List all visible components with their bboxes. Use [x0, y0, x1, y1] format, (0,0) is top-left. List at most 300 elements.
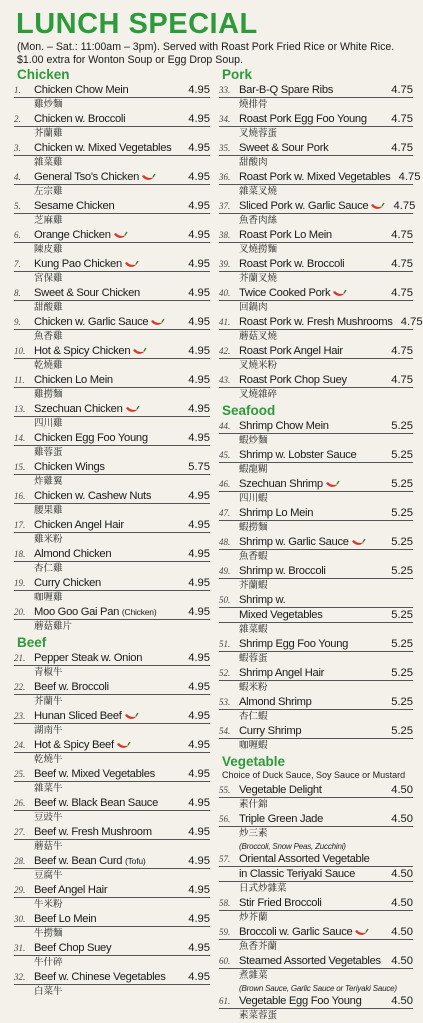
item-chinese-name: 叉燒米粉	[239, 360, 278, 371]
menu-item-line	[14, 170, 210, 185]
menu-item-line	[14, 257, 210, 272]
item-name-text: Roast Pork w. Mixed Vegetables	[239, 171, 391, 183]
item-chinese-name: 宮保雞	[34, 273, 63, 284]
menu-item[interactable]	[219, 535, 413, 564]
item-number: 27.	[14, 827, 26, 837]
item-number: 25.	[14, 769, 26, 779]
item-name-text: Roast Pork Lo Mein	[239, 229, 332, 241]
item-price: 4.95	[188, 374, 210, 386]
menu-item[interactable]	[219, 852, 413, 896]
menu-item[interactable]	[219, 954, 413, 994]
item-price: 4.75	[391, 84, 413, 96]
item-number: 26.	[14, 798, 26, 808]
menu-item[interactable]	[14, 796, 210, 825]
item-price: 4.95	[188, 84, 210, 96]
item-number: 55.	[219, 785, 231, 795]
menu-item[interactable]	[14, 489, 210, 518]
item-name	[239, 813, 383, 826]
item-name-continued: Mixed Vegetables	[239, 609, 323, 621]
menu-item[interactable]	[14, 112, 210, 141]
item-name	[34, 606, 180, 619]
item-number: 5.	[14, 201, 21, 211]
item-name	[34, 768, 180, 781]
item-name-text: Chicken w. Garlic Sauce	[34, 316, 149, 328]
item-price: 4.95	[188, 519, 210, 531]
item-name-note: (Tofu)	[125, 856, 146, 866]
item-number: 14.	[14, 433, 26, 443]
item-number: 16.	[14, 491, 26, 501]
item-price: 4.95	[188, 258, 210, 270]
menu-item[interactable]	[219, 286, 413, 315]
item-chinese-name: 魚香蝦	[239, 551, 268, 562]
item-price: 4.95	[188, 884, 210, 896]
item-name	[34, 258, 180, 271]
item-name-text: Chicken w. Mixed Vegetables	[34, 142, 172, 154]
item-price: 4.95	[188, 548, 210, 560]
menu-item[interactable]	[14, 199, 210, 228]
item-number: 39.	[219, 259, 231, 269]
hot-pepper-icon	[124, 712, 139, 720]
menu-item[interactable]	[14, 141, 210, 170]
menu-item[interactable]	[14, 547, 210, 576]
menu-item[interactable]	[219, 896, 413, 925]
menu-item[interactable]	[14, 912, 210, 941]
item-name-text: Hunan Sliced Beef	[34, 710, 122, 722]
menu-item-line	[14, 286, 210, 301]
item-name-text: Hot & Spicy Beef	[34, 739, 114, 751]
hot-pepper-icon	[141, 173, 156, 181]
menu-item-line	[219, 373, 413, 388]
item-name	[239, 536, 383, 549]
menu-item-line	[14, 941, 210, 956]
menu-item[interactable]	[219, 141, 413, 170]
item-name-text: Beef w. Chinese Vegetables	[34, 971, 166, 983]
menu-title: LUNCH SPECIAL	[16, 8, 258, 40]
item-price: 4.95	[188, 826, 210, 838]
item-price: 4.75	[400, 316, 423, 328]
item-name	[239, 113, 383, 126]
item-chinese-name: 雜菜蝦	[239, 624, 268, 635]
item-name	[34, 710, 180, 723]
hot-pepper-icon	[124, 260, 139, 268]
item-price: 4.95	[188, 942, 210, 954]
item-number: 47.	[219, 508, 231, 518]
menu-item-line	[219, 199, 416, 214]
item-chinese-name: 雞蓉蛋	[34, 447, 63, 458]
menu-item-line	[14, 373, 210, 388]
item-number: 56.	[219, 814, 231, 824]
item-name	[34, 577, 180, 590]
right-column	[219, 66, 423, 1023]
item-chinese-name: 陳皮雞	[34, 244, 63, 255]
item-price: 5.75	[188, 461, 210, 473]
menu-item[interactable]	[14, 709, 210, 738]
menu-item[interactable]	[14, 83, 210, 112]
menu-item-line	[219, 666, 413, 681]
item-price: 5.25	[391, 478, 413, 490]
item-note: (Broccoli, Snow Peas, Zucchini)	[239, 842, 346, 851]
menu-item[interactable]	[14, 373, 210, 402]
item-name	[239, 420, 383, 433]
section-chicken	[14, 66, 210, 634]
item-price: 4.95	[188, 229, 210, 241]
item-price: 5.25	[391, 565, 413, 577]
menu-item-line	[14, 431, 210, 446]
item-name	[34, 113, 180, 126]
item-name-text: Broccoli w. Garlic Sauce	[239, 926, 353, 938]
item-name	[239, 638, 383, 651]
item-name-text: Beef Chop Suey	[34, 942, 112, 954]
item-name	[239, 897, 383, 910]
item-chinese-name: 乾燒雞	[34, 360, 63, 371]
menu-item[interactable]	[14, 257, 210, 286]
menu-item-line	[14, 883, 210, 898]
item-name-text: General Tso's Chicken	[34, 171, 140, 183]
item-chinese-name: 牛什碎	[34, 957, 63, 968]
menu-item-line	[14, 141, 210, 156]
item-number: 52.	[219, 668, 231, 678]
menu-item-line	[219, 170, 421, 185]
menu-item-line	[219, 695, 413, 710]
item-name-text: Twice Cooked Pork	[239, 287, 331, 299]
section-title: Beef	[17, 635, 47, 650]
menu-item-line	[14, 547, 210, 562]
menu-item[interactable]	[219, 257, 413, 286]
menu-item[interactable]	[14, 970, 210, 999]
menu-item-line	[14, 489, 210, 504]
item-name-text: Curry Shrimp	[239, 725, 302, 737]
menu-item[interactable]	[14, 825, 210, 854]
item-chinese-name: 日式炒雜菜	[239, 883, 287, 894]
menu-item[interactable]	[219, 925, 413, 954]
menu-item[interactable]	[14, 315, 210, 344]
menu-subtitle: (Mon. – Sat.: 11:00am – 3pm). Served with Roast Pork Fried Rice or White Rice. $1.00 extra for Wonton Soup or Egg Drop Soup.	[17, 41, 395, 66]
item-chinese-name: 芥蘭雞	[34, 128, 63, 139]
item-name	[34, 797, 180, 810]
menu-item-line	[219, 812, 413, 827]
item-name	[239, 594, 413, 607]
item-chinese-name: 蘑菇叉燒	[239, 331, 278, 342]
menu-item-line	[219, 954, 413, 969]
menu-item-line	[14, 315, 210, 330]
menu-item-line	[14, 112, 210, 127]
menu-item-line	[14, 738, 210, 753]
item-name-text: Shrimp Angel Hair	[239, 667, 325, 679]
menu-item-line	[219, 535, 413, 550]
item-name-text: Sweet & Sour Chicken	[34, 287, 140, 299]
item-name	[239, 287, 383, 300]
menu-item-line	[14, 228, 210, 243]
item-number: 42.	[219, 346, 231, 356]
item-name-text: Roast Pork Angel Hair	[239, 345, 343, 357]
item-number: 4.	[14, 172, 21, 182]
menu-item-line	[219, 257, 413, 272]
item-name-text: Beef w. Black Bean Sauce	[34, 797, 159, 809]
menu-item[interactable]	[219, 344, 413, 373]
item-price: 4.75	[391, 287, 413, 299]
menu-item[interactable]	[219, 564, 413, 593]
item-name-text: Chicken Angel Hair	[34, 519, 124, 531]
item-chinese-name: 炒芥蘭	[239, 912, 268, 923]
item-number: 40.	[219, 288, 231, 298]
menu-item[interactable]	[14, 941, 210, 970]
item-name	[239, 955, 383, 968]
item-name-text: Almond Chicken	[34, 548, 112, 560]
menu-item[interactable]	[219, 637, 413, 666]
item-name	[34, 519, 180, 532]
menu-item[interactable]	[14, 576, 210, 605]
item-name	[34, 142, 180, 155]
item-number: 1.	[14, 85, 21, 95]
hot-pepper-icon	[132, 347, 147, 355]
item-name	[239, 478, 383, 491]
item-name-text: Pepper Steak w. Onion	[34, 652, 143, 664]
item-name-text: Moo Goo Gai Pan	[34, 606, 120, 618]
menu-item[interactable]	[219, 783, 413, 812]
item-name-text: Sweet & Sour Pork	[239, 142, 329, 154]
item-price: 4.50	[391, 784, 413, 796]
menu-item-line	[14, 344, 210, 359]
menu-item-line	[219, 286, 413, 301]
menu-item[interactable]	[14, 344, 210, 373]
item-name	[239, 171, 390, 184]
menu-item-line	[14, 576, 210, 591]
item-number: 24.	[14, 740, 26, 750]
item-price: 4.75	[391, 142, 413, 154]
item-name	[34, 826, 180, 839]
item-chinese-name: 芥蘭牛	[34, 696, 63, 707]
item-number: 11.	[14, 375, 25, 385]
item-name-text: Sesame Chicken	[34, 200, 115, 212]
menu-item[interactable]	[219, 994, 413, 1023]
item-name-continued: in Classic Teriyaki Sauce	[239, 868, 356, 880]
menu-item[interactable]	[219, 112, 413, 141]
item-chinese-name: 蝦撈麵	[239, 522, 268, 533]
menu-item[interactable]	[219, 419, 413, 448]
item-name-note: (Chicken)	[121, 607, 157, 617]
item-chinese-name: 蘑菇牛	[34, 841, 63, 852]
item-number: 21.	[14, 653, 26, 663]
item-price: 4.95	[188, 710, 210, 722]
menu-item[interactable]	[14, 402, 210, 431]
item-price: 4.95	[188, 577, 210, 589]
item-number: 38.	[219, 230, 231, 240]
menu-item-line	[219, 506, 413, 521]
item-price: 5.25	[391, 536, 413, 548]
item-number: 18.	[14, 549, 26, 559]
item-name	[34, 403, 180, 416]
item-number: 19.	[14, 578, 26, 588]
item-name-text: Chicken Lo Mein	[34, 374, 113, 386]
menu-item-line	[219, 448, 413, 463]
menu-item[interactable]	[219, 199, 416, 228]
menu-item[interactable]	[219, 448, 413, 477]
menu-item[interactable]	[14, 767, 210, 796]
item-chinese-name: 甜酸雞	[34, 302, 63, 313]
item-chinese-name: 炒三素	[239, 828, 268, 839]
item-name-text: Orange Chicken	[34, 229, 111, 241]
item-chinese-name: 雜菜雞	[34, 157, 63, 168]
item-name	[34, 971, 180, 984]
item-chinese-name: 雞米粉	[34, 534, 63, 545]
item-price: 4.75	[398, 171, 421, 183]
menu-item[interactable]	[219, 724, 413, 753]
menu-item[interactable]	[14, 460, 210, 489]
hot-pepper-icon	[150, 318, 165, 326]
item-number: 54.	[219, 726, 231, 736]
item-number: 15.	[14, 462, 26, 472]
section-beef	[14, 634, 210, 999]
item-number: 44.	[219, 421, 231, 431]
menu-item[interactable]	[14, 286, 210, 315]
item-number: 59.	[219, 927, 231, 937]
item-name-text: Shrimp w. Garlic Sauce	[239, 536, 349, 548]
item-name	[239, 507, 383, 520]
item-name	[34, 461, 180, 474]
item-name	[239, 696, 383, 709]
item-price: 4.95	[188, 739, 210, 751]
item-name	[34, 374, 180, 387]
item-name-text: Chicken Wings	[34, 461, 105, 473]
item-chinese-name: 蝦炒麵	[239, 435, 268, 446]
menu-item-line	[219, 724, 413, 739]
item-name-text: Chicken Egg Foo Young	[34, 432, 148, 444]
menu-item[interactable]	[14, 518, 210, 547]
menu-item[interactable]	[219, 228, 413, 257]
menu-item[interactable]	[14, 883, 210, 912]
item-chinese-name: 杏仁蝦	[239, 711, 268, 722]
item-number: 51.	[219, 639, 231, 649]
menu-item[interactable]	[14, 854, 210, 883]
item-name	[239, 565, 383, 578]
menu-item[interactable]	[14, 431, 210, 460]
item-number: 48.	[219, 537, 231, 547]
item-name-text: Vegetable Egg Foo Young	[239, 995, 362, 1007]
item-chinese-name: 湖南牛	[34, 725, 63, 736]
item-price: 4.50	[391, 897, 413, 909]
menu-item[interactable]	[219, 666, 413, 695]
menu-item[interactable]	[14, 680, 210, 709]
item-name	[239, 926, 383, 939]
item-name	[239, 142, 383, 155]
item-name	[239, 784, 383, 797]
item-number: 17.	[14, 520, 26, 530]
menu-item-line	[14, 912, 210, 927]
menu-item-line	[219, 994, 413, 1009]
item-number: 34.	[219, 114, 231, 124]
item-name-text: Vegetable Delight	[239, 784, 322, 796]
item-number: 31.	[14, 943, 26, 953]
item-price: 4.95	[188, 768, 210, 780]
item-number: 60.	[219, 956, 231, 966]
item-name-text: Curry Chicken	[34, 577, 101, 589]
item-name	[239, 200, 385, 213]
item-price: 4.75	[391, 229, 413, 241]
item-name-text: Triple Green Jade	[239, 813, 324, 825]
item-name-text: Beef w. Mixed Vegetables	[34, 768, 155, 780]
item-number: 3.	[14, 143, 21, 153]
item-chinese-name: 白菜牛	[34, 986, 63, 997]
menu-item-line	[219, 783, 413, 798]
item-price: 4.95	[188, 403, 210, 415]
item-price: 4.95	[188, 681, 210, 693]
item-name	[239, 853, 413, 866]
menu-item[interactable]	[14, 605, 210, 634]
item-chinese-name: 蘑菇雞片	[34, 621, 73, 632]
item-chinese-name: 燒排骨	[239, 99, 268, 110]
section-vegetable	[219, 753, 413, 1023]
hot-pepper-icon	[325, 480, 340, 488]
item-price: 4.75	[391, 374, 413, 386]
menu-item[interactable]	[219, 695, 413, 724]
menu-item[interactable]	[219, 593, 413, 637]
hot-pepper-icon	[125, 405, 140, 413]
item-price: 4.95	[188, 855, 210, 867]
item-chinese-name: 杏仁雞	[34, 563, 63, 574]
item-number: 33.	[219, 85, 231, 95]
item-name-text: Beef Lo Mein	[34, 913, 97, 925]
item-price: 4.95	[188, 490, 210, 502]
item-name-text: Chicken Chow Mein	[34, 84, 129, 96]
item-number: 7.	[14, 259, 21, 269]
menu-item[interactable]	[219, 812, 413, 852]
item-chinese-name: 雜菜叉燒	[239, 186, 278, 197]
item-name-text: Beef Angel Hair	[34, 884, 108, 896]
menu-item[interactable]	[219, 315, 423, 344]
menu-item[interactable]	[14, 738, 210, 767]
item-price: 4.95	[188, 913, 210, 925]
menu-item-line	[219, 228, 413, 243]
item-chinese-name: 叉燒撈麵	[239, 244, 278, 255]
menu-item[interactable]	[219, 170, 421, 199]
menu-item-line	[219, 593, 413, 608]
item-price: 4.50	[391, 995, 413, 1007]
menu-item[interactable]	[219, 477, 413, 506]
item-name	[34, 548, 180, 561]
item-number: 28.	[14, 856, 26, 866]
menu-item[interactable]	[14, 651, 210, 680]
menu-item[interactable]	[219, 373, 413, 402]
item-name-text: Szechuan Shrimp	[239, 478, 323, 490]
menu-item[interactable]	[219, 506, 413, 535]
item-name	[34, 490, 180, 503]
item-name-text: Stir Fried Broccoli	[239, 897, 322, 909]
item-name-text: Szechuan Chicken	[34, 403, 123, 415]
item-name	[34, 681, 180, 694]
item-chinese-name: 芝麻雞	[34, 215, 63, 226]
item-chinese-name: 牛撈麵	[34, 928, 63, 939]
item-chinese-name: 魚香肉絲	[239, 215, 278, 226]
item-price: 4.95	[188, 606, 210, 618]
item-price: 4.95	[188, 652, 210, 664]
item-name	[34, 855, 180, 868]
item-chinese-name: 豆腐牛	[34, 870, 63, 881]
section-pork	[219, 66, 423, 402]
item-name-text: Beef w. Bean Curd	[34, 855, 123, 867]
item-chinese-name: 蝦龍糊	[239, 464, 268, 475]
menu-item[interactable]	[14, 170, 210, 199]
item-number: 41.	[219, 317, 231, 327]
menu-item-line	[219, 83, 413, 98]
menu-item[interactable]	[14, 228, 210, 257]
item-name	[34, 652, 180, 665]
menu-item[interactable]	[219, 83, 413, 112]
menu-item-line	[14, 605, 210, 620]
item-price: 4.75	[393, 200, 416, 212]
item-number: 23.	[14, 711, 26, 721]
item-price: 4.75	[391, 258, 413, 270]
item-number: 53.	[219, 697, 231, 707]
